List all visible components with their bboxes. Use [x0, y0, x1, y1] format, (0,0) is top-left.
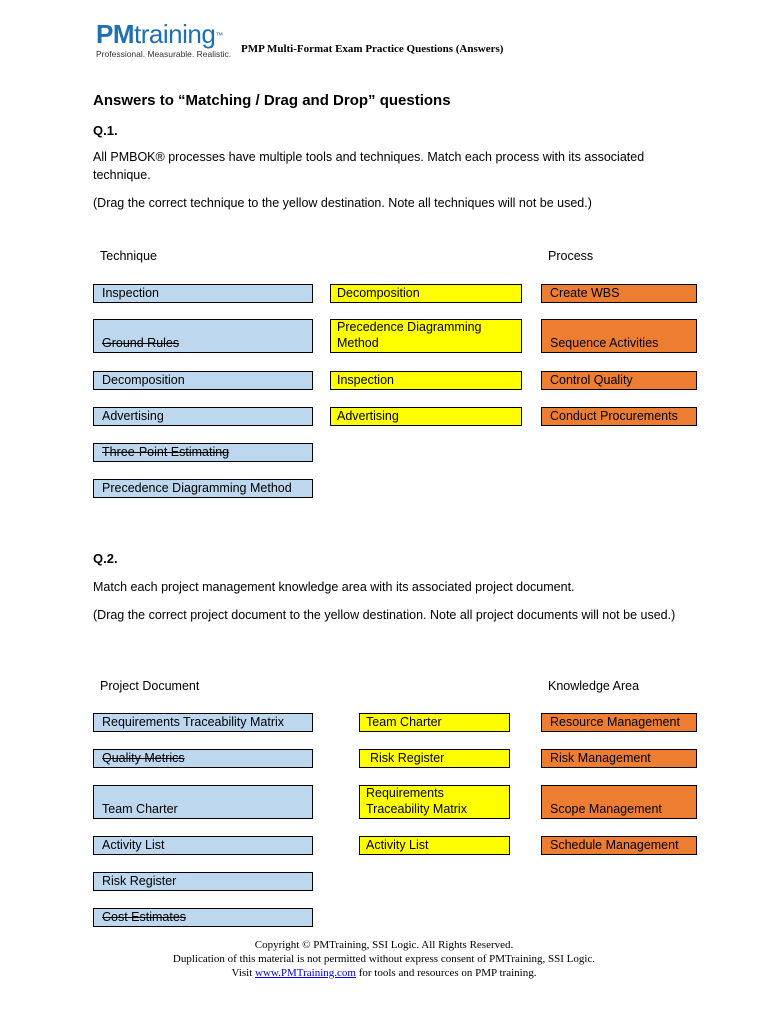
q2-drop-target[interactable]: Team Charter: [359, 713, 510, 732]
q1-label: Q.1.: [93, 123, 118, 138]
q1-technique-option[interactable]: Precedence Diagramming Method: [93, 479, 313, 498]
q1-drop-target[interactable]: Inspection: [330, 371, 522, 390]
page-footer: [0, 938, 768, 980]
q2-document-option[interactable]: Cost Estimates: [93, 908, 313, 927]
q1-process-label: Conduct Procurements: [541, 407, 697, 426]
q2-drop-target[interactable]: Risk Register: [359, 749, 510, 768]
q2-drop-target[interactable]: Activity List: [359, 836, 510, 855]
q2-document-option[interactable]: Risk Register: [93, 872, 313, 891]
q2-knowledge-area-label: Resource Management: [541, 713, 697, 732]
q1-technique-option[interactable]: Inspection: [93, 284, 313, 303]
q1-process-label: Sequence Activities: [541, 319, 697, 353]
q1-technique-option[interactable]: Ground Rules: [93, 319, 313, 353]
q1-drop-target[interactable]: Decomposition: [330, 284, 522, 303]
q2-document-option[interactable]: Team Charter: [93, 785, 313, 819]
q1-column-technique: Technique: [100, 249, 157, 263]
q2-instruction: Match each project management knowledge area with its associated project document.: [93, 580, 575, 594]
pmtraining-website-link[interactable]: www.PMTraining.com: [255, 967, 356, 979]
q1-technique-option[interactable]: Advertising: [93, 407, 313, 426]
q2-column-document: Project Document: [100, 679, 200, 693]
q1-technique-option[interactable]: Three-Point Estimating: [93, 443, 313, 462]
q1-instruction: All PMBOK® processes have multiple tools and techniques. Match each process with its associated technique.: [93, 150, 645, 182]
q1-process-label: Control Quality: [541, 371, 697, 390]
q2-document-option[interactable]: Quality Metrics: [93, 749, 313, 768]
q2-column-knowledge-area: Knowledge Area: [548, 679, 640, 693]
q2-knowledge-area-label: Risk Management: [541, 749, 697, 768]
q2-document-option[interactable]: Activity List: [93, 836, 313, 855]
footer-visit-line: Visit www.PMTraining.com for tools and resources on PMP training.: [231, 967, 537, 979]
q2-knowledge-area-label: Scope Management: [541, 785, 697, 819]
footer-copyright: Copyright © PMTraining, SSI Logic. All Rights Reserved.: [254, 939, 514, 951]
q1-process-label: Create WBS: [541, 284, 697, 303]
q1-note: (Drag the correct technique to the yellow destination. Note all techniques will not be used.): [93, 196, 592, 210]
q2-knowledge-area-label: Schedule Management: [541, 836, 697, 855]
pmtraining-logo: [96, 20, 231, 59]
q1-drop-target[interactable]: Advertising: [330, 407, 522, 426]
q2-drop-target[interactable]: Requirements Traceability Matrix: [359, 785, 510, 819]
q1-column-process: Process: [548, 249, 594, 263]
footer-duplication-notice: Duplication of this material is not permitted without express consent of PMTraining, SSI Logic.: [172, 953, 596, 965]
q2-document-option[interactable]: Requirements Traceability Matrix: [93, 713, 313, 732]
page-heading: Answers to “Matching / Drag and Drop” questions: [93, 92, 451, 109]
q1-drop-target[interactable]: Precedence Diagramming Method: [330, 319, 522, 353]
logo-wordmark: PMtraining™: [96, 19, 223, 49]
q2-note: (Drag the correct project document to the yellow destination. Note all project documents will not be used.): [93, 608, 676, 622]
logo-tagline: Professional. Measurable. Realistic.: [96, 49, 232, 59]
q1-technique-option[interactable]: Decomposition: [93, 371, 313, 390]
document-title: PMP Multi-Format Exam Practice Questions (Answers): [241, 43, 504, 55]
q2-label: Q.2.: [93, 551, 118, 566]
